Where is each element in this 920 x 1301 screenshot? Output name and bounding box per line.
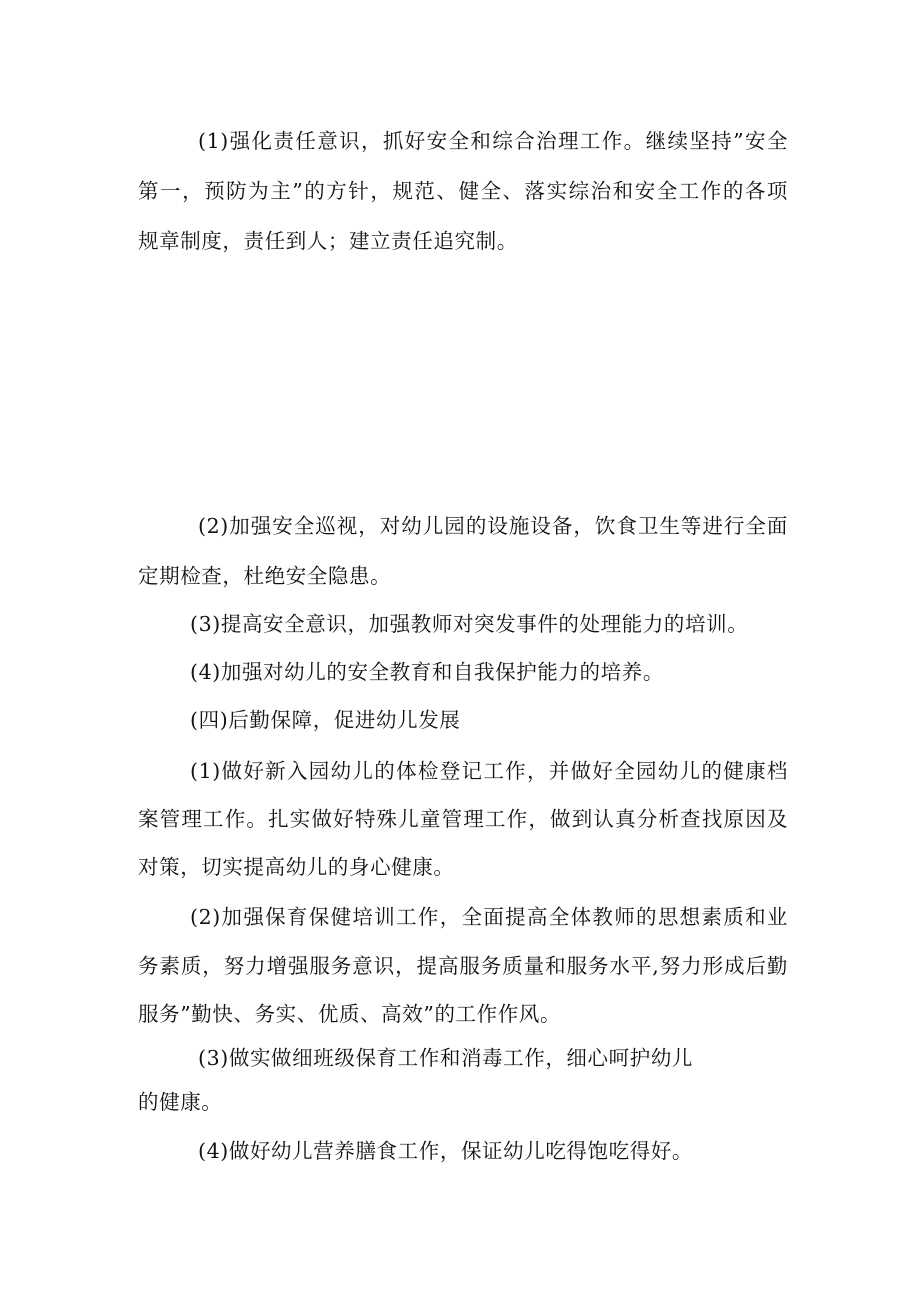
paragraph-5-line-1: (1)做好新入园幼儿的体检登记工作，并做好全园幼儿的健康档 <box>190 759 788 783</box>
paragraph-8-line-1: (4)做好幼儿营养膳食工作，保证幼儿吃得饱吃得好。 <box>198 1139 694 1163</box>
paragraph-2-line-2: 定期检查，杜绝安全隐患。 <box>138 564 392 588</box>
paragraph-3-line-1: (3)提高安全意识，加强教师对突发事件的处理能力的培训。 <box>190 612 749 636</box>
paragraph-5-line-2: 案管理工作。扎实做好特殊儿童管理工作，做到认真分析查找原因及 <box>138 807 788 831</box>
paragraph-7-line-1: (3)做实做细班级保育工作和消毒工作，细心呵护幼儿 <box>198 1046 694 1070</box>
section-heading: (四)后勤保障，促进幼儿发展 <box>190 708 461 732</box>
paragraph-6-line-2: 务素质，努力增强服务意识，提高服务质量和服务水平,努力形成后勤 <box>138 954 788 978</box>
paragraph-6-line-1: (2)加强保育保健培训工作，全面提高全体教师的思想素质和业 <box>190 905 788 929</box>
paragraph-4-line-1: (4)加强对幼儿的安全教育和自我保护能力的培养。 <box>190 660 664 684</box>
paragraph-2-line-1: (2)加强安全巡视，对幼儿园的设施设备，饮食卫生等进行全面 <box>198 514 788 538</box>
paragraph-1-line-3: 规章制度，责任到人；建立责任追究制。 <box>138 229 518 253</box>
paragraph-7-line-2: 的健康。 <box>138 1090 223 1114</box>
paragraph-1-line-1: (1)强化责任意识，抓好安全和综合治理工作。继续坚持”安全 <box>198 129 788 153</box>
paragraph-6-line-3: 服务”勤快、务实、优质、高效”的工作作风。 <box>138 1002 562 1026</box>
paragraph-5-line-3: 对策，切实提高幼儿的身心健康。 <box>138 855 455 879</box>
paragraph-1-line-2: 第一，预防为主”的方针，规范、健全、落实综治和安全工作的各项 <box>138 179 788 203</box>
